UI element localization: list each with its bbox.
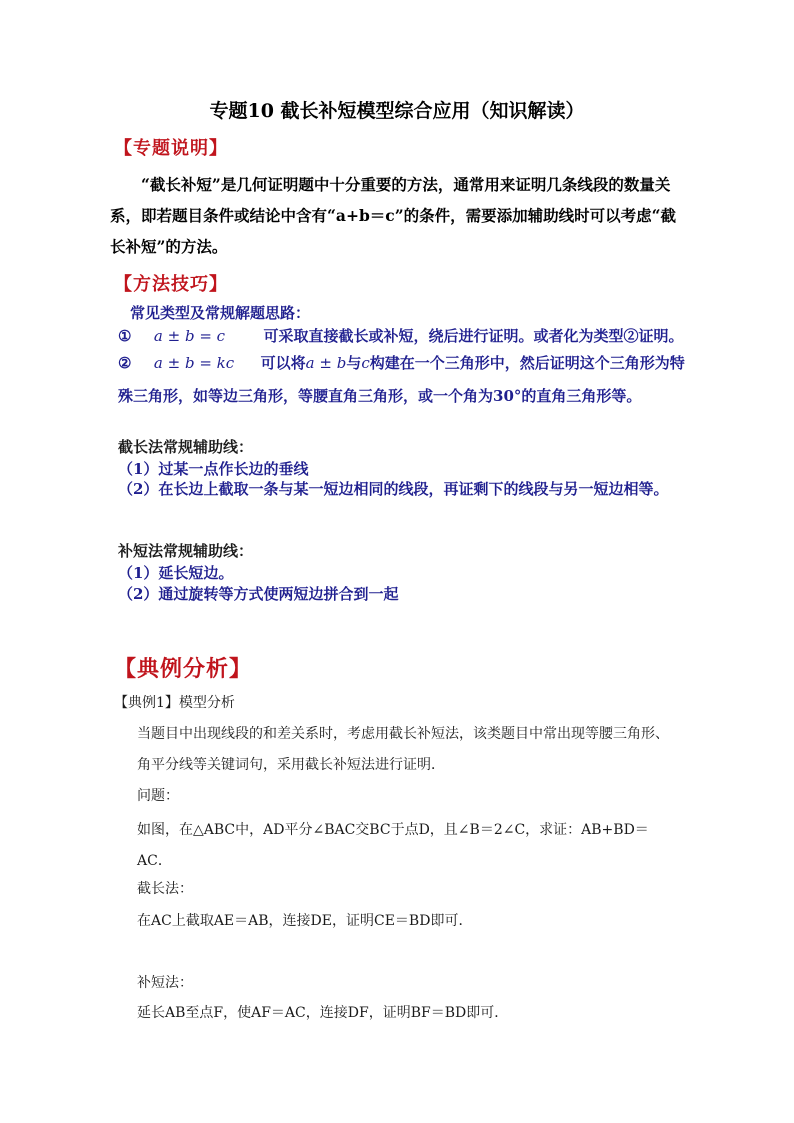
methods-heading: 常见类型及常规解题思路： <box>130 304 311 322</box>
supplement-short-method-text: 延长AB至点F，使AF＝AC，连接DF，证明BF＝BD即可． <box>137 1005 509 1021</box>
method-2 <box>118 352 685 373</box>
section-heading-method-tips: 【方法技巧】 <box>114 274 228 295</box>
method-2-line-2: 殊三角形，如等边三角形，等腰直角三角形，或一个角为30°的直角三角形等。 <box>118 387 642 405</box>
cut-long-item-1: （1）过某一点作长边的垂线 <box>118 460 309 478</box>
supplement-short-item-2: （2）通过旋转等方式使两短边拼合到一起 <box>118 585 399 603</box>
method-1-number: ① <box>118 327 132 345</box>
section-heading-example-analysis: 【典例分析】 <box>114 656 253 682</box>
intro-paragraph: “截长补短”是几何证明题中十分重要的方法，通常用来证明几条线段的数量关系，即若题目条件或结论中含有“a+b＝c”的条件，需要添加辅助线时可以考虑“截长补短”的方法。 <box>110 175 677 256</box>
cut-long-item-2: （2）在长边上截取一条与某一短边相同的线段，再证剩下的线段与另一短边相等。 <box>118 480 669 498</box>
cut-long-method-label: 截长法： <box>137 881 193 897</box>
question-text: 如图，在△ABC中，AD平分∠BAC交BC于点D，且∠B＝2∠C，求证：AB+BD＝AC． <box>137 822 649 869</box>
method-2-text-e: 构建在一个三角形中，然后证明这个三角形为特 <box>369 354 685 372</box>
method-2-number: ② <box>118 354 132 372</box>
method-2-formula: a ± b = kc <box>153 354 235 372</box>
cut-long-method-text: 在AC上截取AE＝AB，连接DE，证明CE＝BD即可． <box>137 913 473 929</box>
method-2-text-a: 可以将 <box>260 354 306 372</box>
supplement-short-method-label: 补短法： <box>137 975 193 991</box>
supplement-short-heading: 补短法常规辅助线： <box>118 542 254 560</box>
method-1-formula: a ± b = c <box>153 327 226 345</box>
method-1 <box>118 325 684 346</box>
supplement-short-item-1: （1）延长短边。 <box>118 564 234 582</box>
method-1-text: 可采取直接截长或补短，绕后进行证明。或者化为类型②证明。 <box>263 327 684 345</box>
example-1-label: 【典例1】模型分析 <box>114 695 235 711</box>
question-label: 问题： <box>137 788 179 804</box>
method-2-text-b: a ± b <box>305 354 347 372</box>
section-heading-topic-description: 【专题说明】 <box>114 138 228 159</box>
cut-long-heading: 截长法常规辅助线： <box>118 438 254 456</box>
method-2-text-c: 与 <box>346 354 362 372</box>
example-1-paragraph: 当题目中出现线段的和差关系时，考虑用截长补短法，该类题目中常出现等腰三角形、角平分线等关键词句，采用截长补短法进行证明． <box>137 726 669 773</box>
page-title: 专题10 截长补短模型综合应用（知识解读） <box>209 100 585 122</box>
method-2-text-d: c <box>361 354 370 372</box>
